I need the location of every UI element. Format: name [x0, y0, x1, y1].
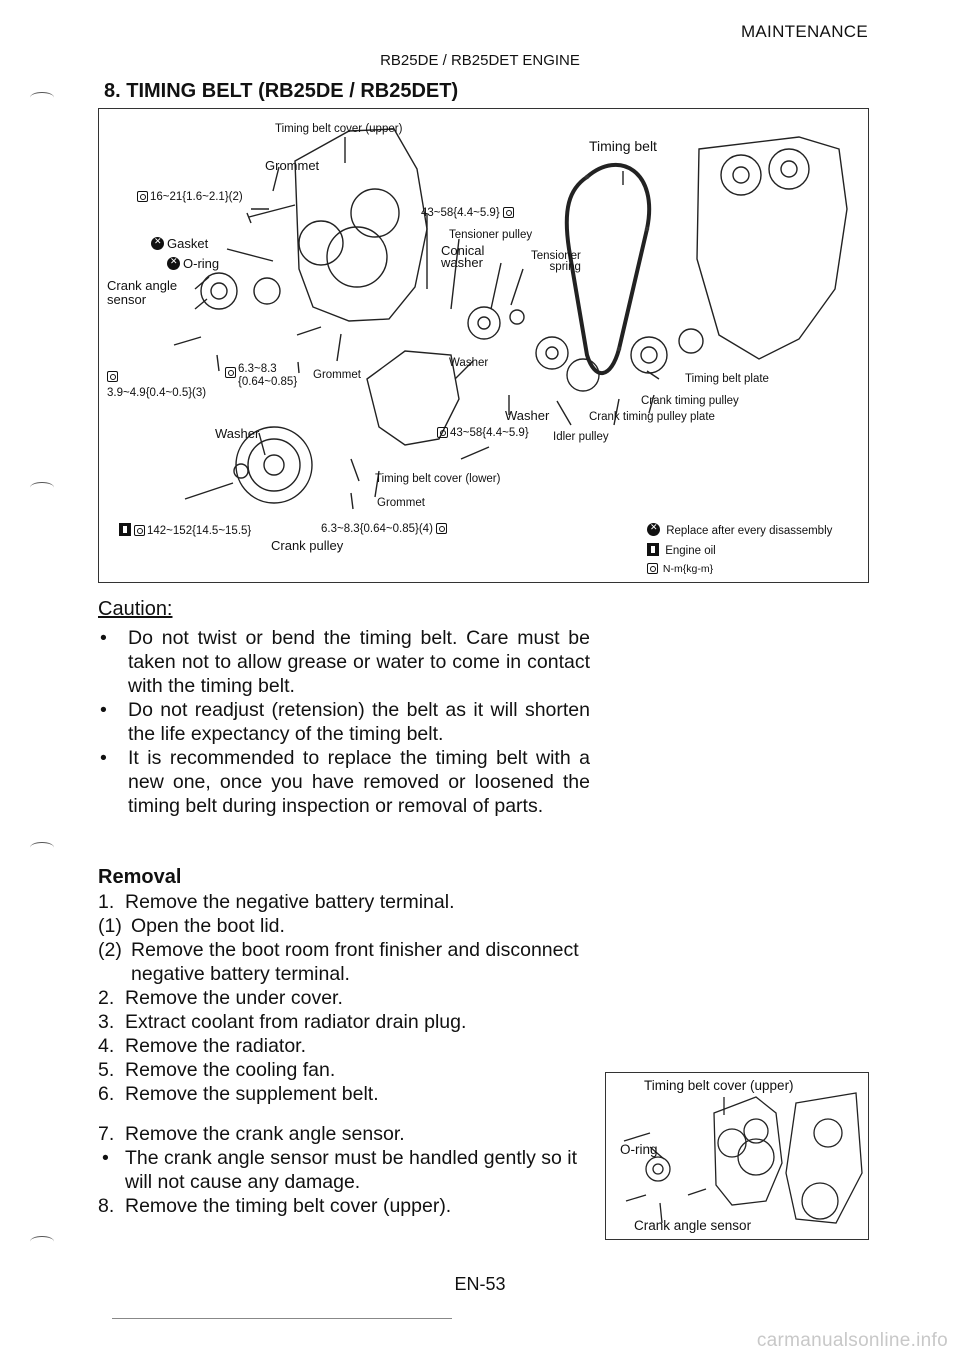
caution-item: • Do not twist or bend the timing belt. Care must be taken not to allow grease or water to come in contact with the timing belt.: [100, 627, 590, 697]
torque-icon: [437, 427, 448, 438]
engine-subtitle: RB25DE / RB25DET ENGINE: [380, 52, 580, 69]
label-crank-pulley: Crank pulley: [271, 538, 344, 553]
caution-item: • Do not readjust (retension) the belt as it will shorten the life expectancy of the timing belt.: [100, 699, 590, 745]
torque-icon: [137, 191, 148, 202]
label-washer-right: Washer: [505, 408, 550, 423]
page-number: EN-53: [454, 1274, 506, 1294]
torque-142: 142~152{14.5~15.5}: [119, 523, 251, 538]
label-grommet-bottom: Grommet: [377, 497, 425, 509]
label-timing-belt-plate: Timing belt plate: [685, 373, 769, 385]
legend-replace: ✕ Replace after every disassembly: [647, 523, 832, 538]
torque-icon: [503, 207, 514, 218]
label-timing-belt-cover-upper: Timing belt cover (upper): [275, 123, 403, 135]
label-tensioner-spring: Tensioner spring: [531, 250, 581, 273]
removal-step: 2. Remove the under cover.: [98, 987, 343, 1009]
replace-icon: [647, 523, 660, 536]
replace-icon: [167, 257, 180, 270]
label-conical-washer: Conical washer: [441, 243, 485, 271]
removal-step: (2) Remove the boot room front finisher and disconnect negative battery terminal.: [98, 939, 579, 985]
removal-step: • The crank angle sensor must be handled gently so it will not cause any damage.: [102, 1147, 578, 1193]
footer-rule: [112, 1318, 452, 1319]
caution-heading: Caution:: [98, 598, 173, 620]
inset-label-timing-belt-cover-upper: Timing belt cover (upper): [644, 1078, 794, 1093]
removal-step: 5. Remove the cooling fan.: [98, 1059, 336, 1081]
engine-oil-icon: [647, 543, 659, 556]
label-gasket: ✕Gasket: [151, 237, 208, 251]
torque-icon: [436, 523, 447, 534]
margin-mark: [30, 482, 54, 493]
label-tensioner-pulley: Tensioner pulley: [449, 229, 533, 241]
label-timing-belt: Timing belt: [589, 138, 657, 154]
label-crank-timing-pulley-plate: Crank timing pulley plate: [589, 411, 715, 423]
torque-43-bottom: 43~58{4.4~5.9}: [437, 427, 529, 440]
removal-step: 7. Remove the crank angle sensor.: [98, 1123, 405, 1145]
label-idler-pulley: Idler pulley: [553, 431, 609, 443]
removal-step: (1) Open the boot lid.: [98, 915, 285, 937]
removal-step: 4. Remove the radiator.: [98, 1035, 307, 1057]
torque-icon: [107, 371, 118, 382]
label-grommet-mid: Grommet: [313, 369, 361, 381]
removal-step: 8. Remove the timing belt cover (upper).: [98, 1195, 452, 1217]
label-grommet-top: Grommet: [265, 158, 320, 173]
removal-step: 6. Remove the supplement belt.: [98, 1083, 379, 1105]
label-washer-left: Washer: [215, 426, 260, 441]
label-crank-angle-sensor: Crank angle sensor: [107, 278, 178, 308]
engine-oil-icon: [119, 523, 131, 536]
torque-63-mid: 6.3~8.3 {0.64~0.85}: [225, 363, 297, 388]
timing-belt-exploded-diagram: [98, 108, 869, 583]
idler-pulley-shape: [536, 337, 568, 369]
tensioner-pulley-shape: [468, 307, 500, 339]
removal-heading: Removal: [98, 866, 182, 888]
replace-icon: [151, 237, 164, 250]
removal-step: 3. Extract coolant from radiator drain plug.: [98, 1011, 467, 1033]
bullet-dot: •: [100, 699, 107, 721]
caution-item: • It is recommended to replace the timing belt with a new one, once you have removed or loosened the timing belt during inspection or removal of parts.: [100, 747, 590, 817]
label-timing-belt-cover-lower: Timing belt cover (lower): [375, 473, 501, 485]
margin-mark: [30, 1236, 54, 1247]
torque-icon: [647, 563, 658, 574]
label-washer-mid: Washer: [449, 357, 489, 369]
torque-16: 16~21{1.6~2.1}(2): [137, 191, 243, 204]
torque-63-bottom: 6.3~8.3{0.64~0.85}(4): [321, 523, 449, 536]
watermark: carmanualsonline.info: [756, 1330, 948, 1351]
crank-angle-sensor-inset: [605, 1072, 869, 1240]
bullet-dot: •: [100, 747, 107, 769]
torque-43-top: 43~58{4.4~5.9}: [421, 207, 516, 220]
section-header: MAINTENANCE: [740, 22, 868, 41]
label-crank-timing-pulley: Crank timing pulley: [641, 395, 739, 407]
legend-torque: N-m{kg-m}: [647, 563, 713, 576]
bullet-dot: •: [100, 627, 107, 649]
label-o-ring: ✕O-ring: [167, 257, 219, 271]
legend-engine-oil: Engine oil: [647, 543, 716, 558]
torque-39: 3.9~4.9{0.4~0.5}(3): [107, 387, 207, 399]
diagram-drawing: [99, 109, 870, 584]
removal-step: 1. Remove the negative battery terminal.: [98, 891, 455, 913]
inset-label-crank-angle-sensor: Crank angle sensor: [634, 1218, 752, 1233]
torque-icon: [225, 367, 236, 378]
torque-icon-left: [107, 371, 120, 384]
margin-mark: [30, 92, 54, 103]
torque-icon: [134, 525, 145, 536]
margin-mark: [30, 842, 54, 853]
inset-label-o-ring: O-ring: [620, 1142, 658, 1157]
page-title: 8. TIMING BELT (RB25DE / RB25DET): [104, 80, 459, 102]
engine-block-shape: [697, 137, 847, 359]
